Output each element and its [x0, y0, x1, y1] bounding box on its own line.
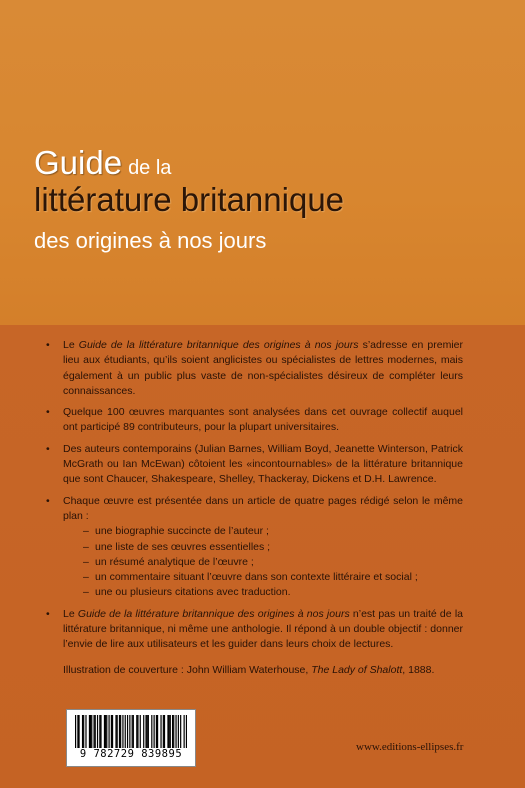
bullet-glyph: •	[46, 442, 50, 455]
barcode-bar	[167, 715, 168, 748]
barcode-bar	[82, 715, 83, 748]
barcode-bar	[147, 715, 148, 748]
barcode-bar	[120, 715, 121, 748]
bullet-book-title: Guide de la littérature britannique des origines à nos jours	[77, 607, 350, 620]
dash-glyph: –	[83, 555, 89, 568]
barcode-bar	[99, 715, 100, 748]
plan-item	[83, 585, 463, 600]
barcode-bar	[106, 715, 107, 748]
barcode-bar	[90, 715, 91, 748]
barcode-bar	[77, 715, 78, 748]
bullet-text: Le	[63, 339, 79, 351]
barcode-bars	[75, 715, 187, 748]
barcode-bar	[156, 715, 157, 748]
barcode-bar	[112, 715, 113, 748]
bullet-glyph: •	[46, 406, 50, 419]
barcode-bar	[95, 715, 96, 748]
barcode-bar	[104, 715, 105, 748]
isbn-number: 9 782729 839895	[79, 748, 183, 760]
barcode-bar	[108, 715, 109, 748]
barcode-bar	[173, 715, 174, 748]
bullet-glyph: •	[46, 607, 50, 620]
publisher-website: www.editions-ellipses.fr	[356, 741, 464, 753]
barcode-bar	[89, 715, 90, 748]
barcode-bar	[133, 715, 134, 748]
illustration-credit	[63, 664, 434, 676]
bullet-glyph: •	[46, 339, 50, 351]
barcode-bar	[186, 715, 187, 748]
bullet-item	[46, 442, 463, 488]
plan-item-text: un résumé analytique de l’œuvre ;	[95, 555, 254, 568]
barcode-bar	[184, 715, 185, 748]
bullet-item	[46, 494, 463, 601]
barcode-bar	[78, 715, 79, 748]
bullet-item	[46, 405, 463, 436]
title-line-3: des origines à nos jours	[34, 228, 267, 253]
plan-item	[83, 570, 463, 585]
bullet-text: Chaque œuvre est présentée dans un article de quatre pages rédigé selon le même plan :	[63, 494, 463, 522]
barcode-bar	[145, 715, 146, 748]
barcode-bar	[111, 715, 112, 748]
barcode-bar	[151, 715, 152, 748]
barcode-bar	[178, 715, 179, 748]
barcode-bar	[75, 715, 76, 748]
plan-item-text: une biographie succincte de l’auteur ;	[95, 525, 269, 538]
dash-glyph: –	[83, 571, 89, 584]
barcode-bar	[137, 715, 138, 748]
dash-glyph: –	[83, 586, 89, 599]
barcode-bar	[140, 715, 141, 748]
plan-list	[83, 524, 463, 600]
barcode-bar	[83, 715, 84, 748]
bullet-glyph: •	[46, 494, 50, 507]
barcode-bar	[143, 715, 144, 748]
dash-glyph: –	[83, 540, 89, 553]
barcode-bar	[100, 715, 101, 748]
plan-item-text: un commentaire situant l’œuvre dans son contexte littéraire et social ;	[95, 571, 418, 584]
isbn-barcode	[66, 709, 196, 767]
barcode-bar	[129, 715, 130, 748]
barcode-bar	[119, 715, 120, 748]
barcode-bar	[122, 715, 123, 748]
title-line-1	[34, 144, 171, 182]
credit-text: Illustration de couverture : John William Waterhouse,	[63, 664, 312, 676]
barcode-bar	[163, 715, 164, 748]
barcode-bar	[172, 715, 173, 748]
plan-item	[83, 540, 463, 555]
bullet-text: Quelque 100 œuvres marquantes sont analysées dans cet ouvrage collectif auquel ont participé 89 contributeurs, pour la plupart universitaires.	[63, 406, 463, 434]
title-guide: Guide	[34, 144, 123, 181]
barcode-bar	[169, 715, 170, 748]
plan-item	[83, 555, 463, 570]
barcode-bar	[180, 715, 181, 748]
barcode-bar	[136, 715, 137, 748]
barcode-bar	[160, 715, 161, 748]
title-de-la: de la	[128, 157, 172, 179]
plan-item-text: une liste de ses œuvres essentielles ;	[95, 540, 271, 553]
barcode-bar	[127, 715, 128, 748]
barcode-bar	[175, 715, 176, 748]
barcode-bar	[164, 715, 165, 748]
bullet-book-title: Guide de la littérature britannique des origines à nos jours	[78, 339, 359, 351]
barcode-bar	[97, 715, 98, 748]
barcode-bar	[170, 715, 171, 748]
barcode-bar	[125, 715, 126, 748]
bullet-text: Le	[63, 607, 78, 620]
bullet-item	[46, 338, 463, 399]
dash-glyph: –	[83, 525, 89, 538]
barcode-bar	[91, 715, 92, 748]
bullet-text: Des auteurs contemporains (Julian Barnes, William Boyd, Jeanette Winterson, Patrick McGrath ou Ian McEwan) côtoient les «incontournables» de la littérature britannique que sont Chaucer, Shakespeare, Shelley, Thackeray, Dickens et D.H. Lawrence.	[63, 442, 463, 486]
barcode-bar	[157, 715, 158, 748]
credit-artwork-title: The Lady of Shalott	[311, 664, 403, 676]
barcode-bar	[148, 715, 149, 748]
credit-text: , 1888.	[402, 664, 435, 676]
plan-item	[83, 524, 463, 539]
plan-item-text: une ou plusieurs citations avec traduction.	[95, 586, 291, 599]
barcode-bar	[93, 715, 94, 748]
bullet-text: s’adresse en premier lieu aux étudiants, qu’ils soient anglicistes ou spécialistes de lettres modernes, mais également à un public plus vaste de non-spécialistes désireux de compléter leurs connaissances.	[63, 339, 463, 397]
bullet-item	[46, 607, 463, 653]
barcode-bar	[132, 715, 133, 748]
title-line-2: littérature britannique	[34, 181, 345, 218]
barcode-bar	[154, 715, 155, 748]
back-cover-text	[46, 338, 463, 659]
bullet-text: n’est pas un traité de la littérature britannique, ni même une anthologie. Il répond à un double objectif : donner l’envie de lire aux utilisateurs et les guider dans leurs choix de lectures.	[63, 607, 463, 651]
barcode-bar	[117, 715, 118, 748]
barcode-bar	[115, 715, 116, 748]
barcode-bar	[85, 715, 86, 748]
barcode-bar	[105, 715, 106, 748]
